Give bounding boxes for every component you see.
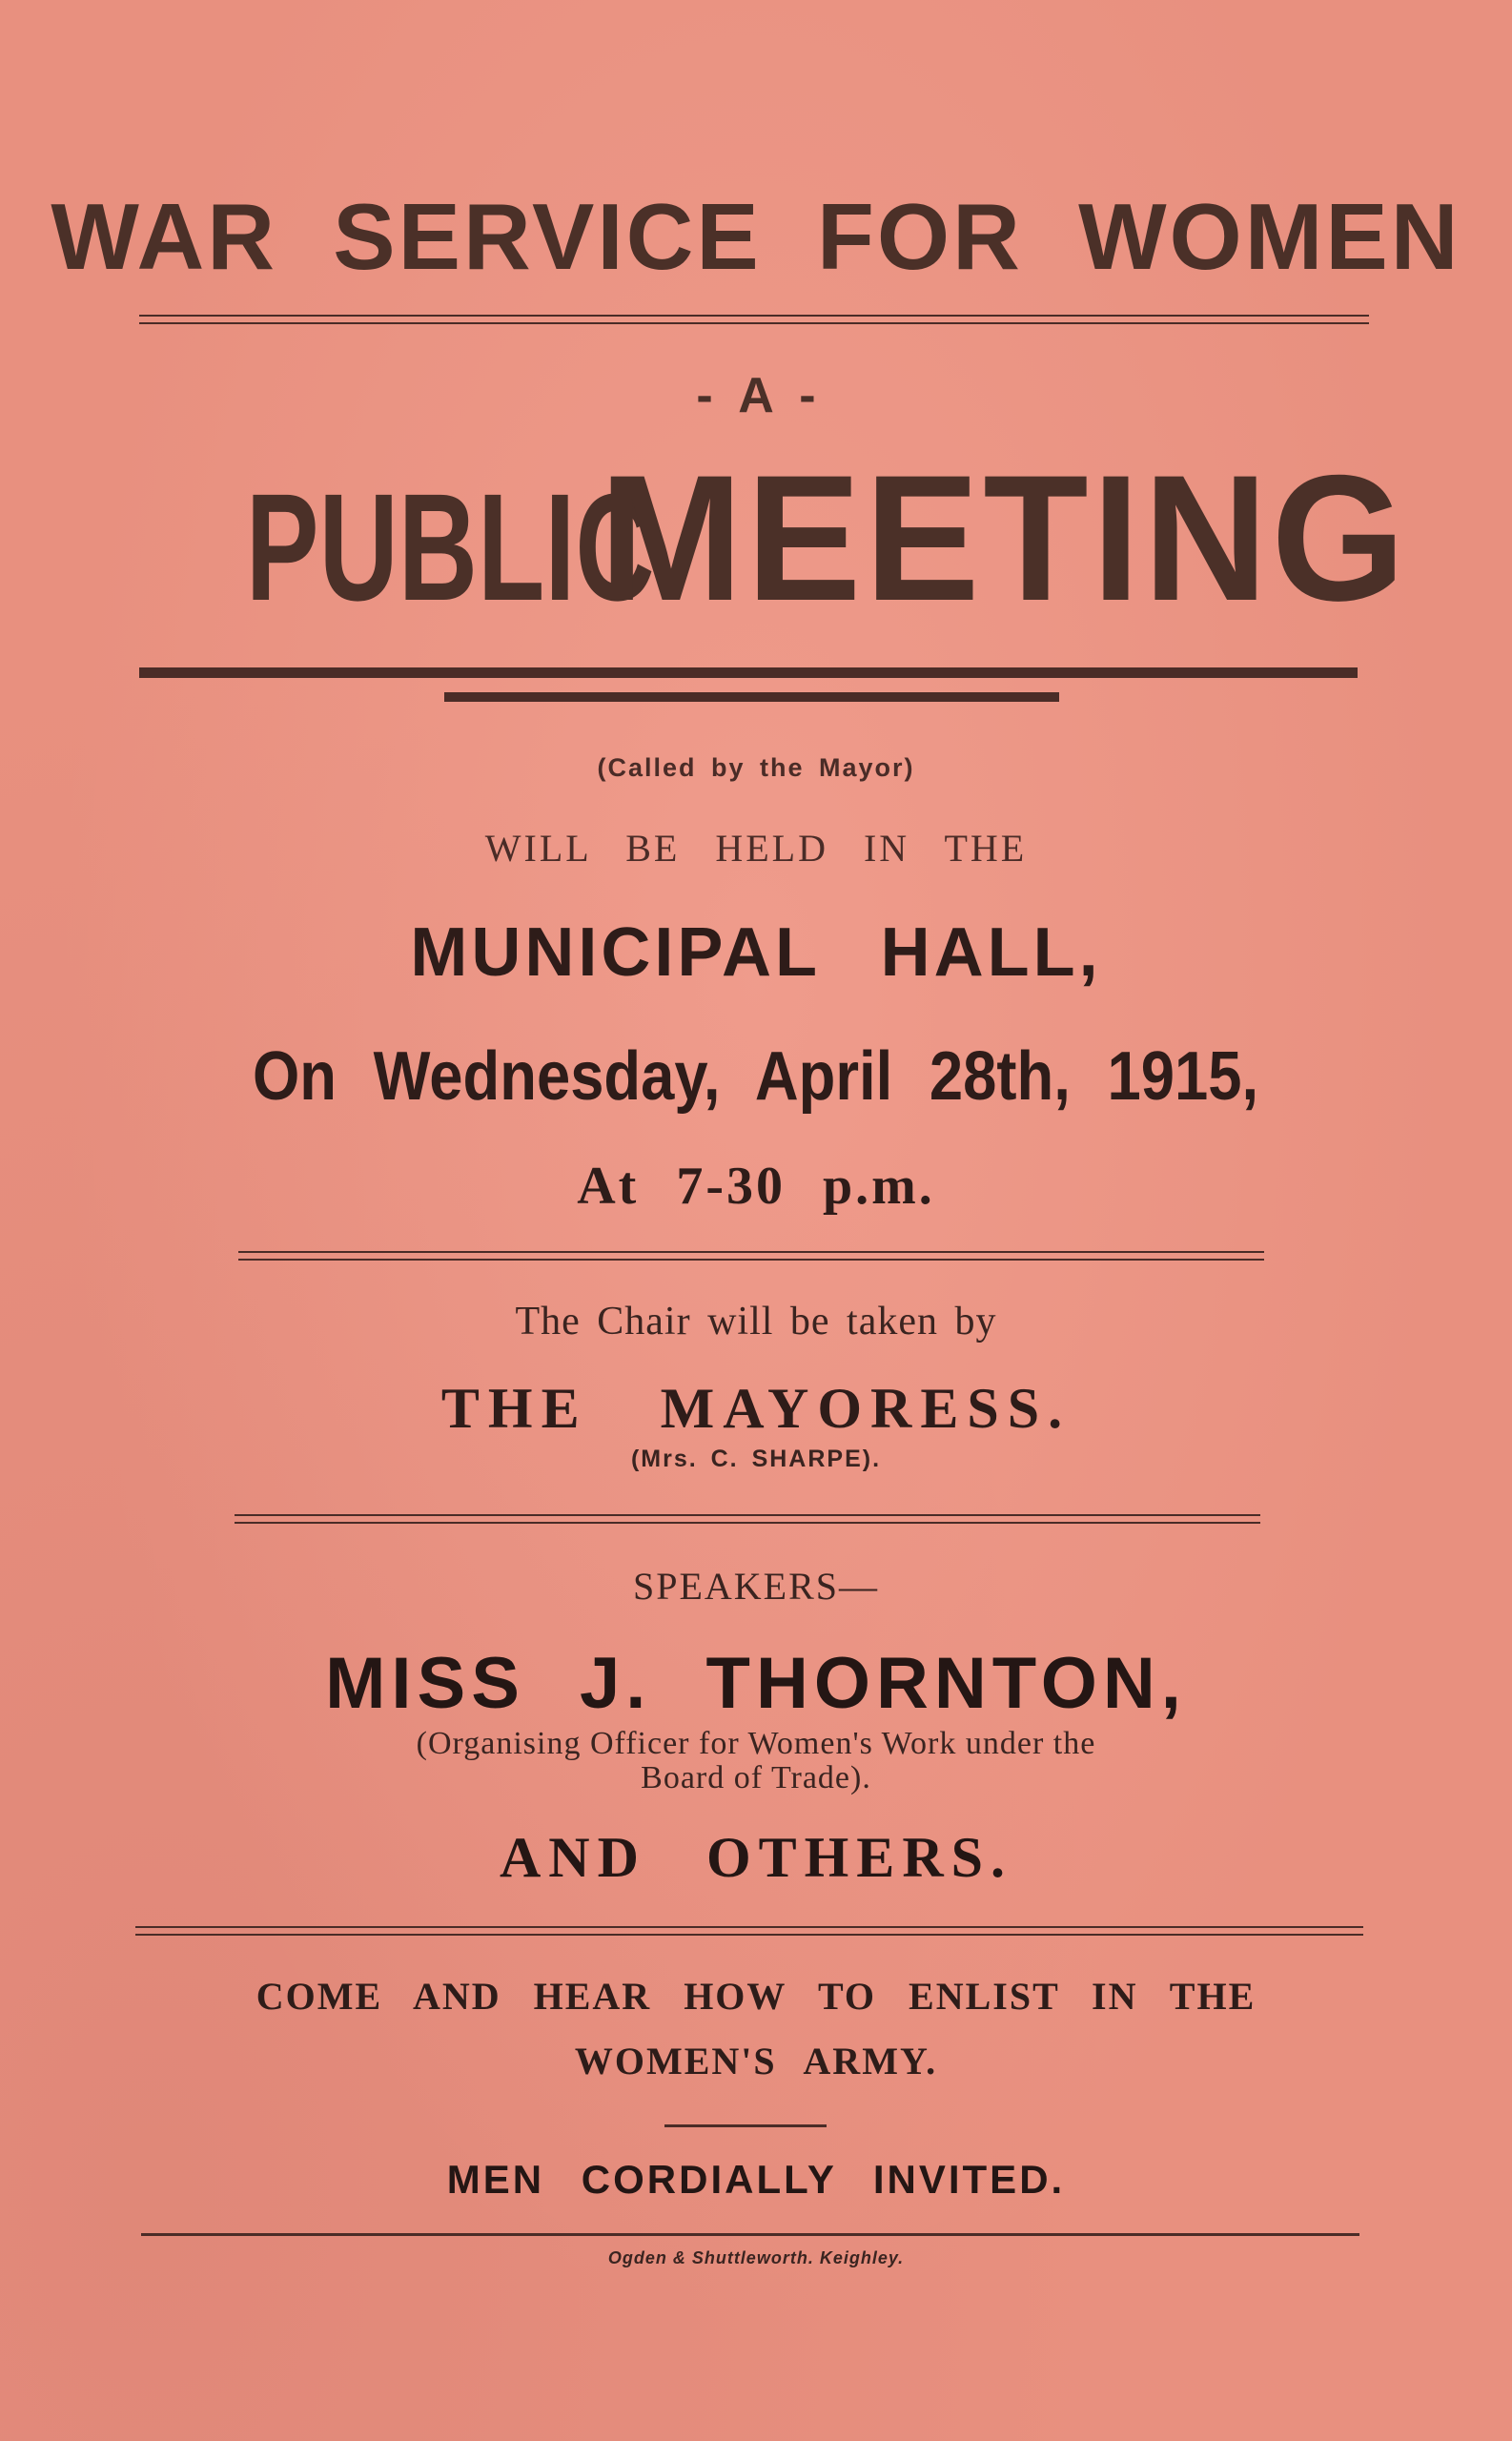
footer-rule xyxy=(141,2233,1359,2236)
title-public: PUBLIC xyxy=(245,462,655,632)
speaker-role-continued: Board of Trade). xyxy=(641,1760,871,1795)
venue: MUNICIPAL HALL, xyxy=(410,914,1102,991)
invitation: MEN CORDIALLY INVITED. xyxy=(446,2157,1066,2202)
speakers-divider xyxy=(135,1926,1363,1936)
speakers-label: SPEAKERS— xyxy=(632,1565,880,1608)
short-divider xyxy=(664,2124,827,2127)
title-underline-short xyxy=(444,692,1059,702)
headline: WAR SERVICE FOR WOMEN xyxy=(51,184,1461,289)
meeting-time: At 7-30 p.m. xyxy=(577,1157,935,1216)
chair-name: THE MAYORESS. xyxy=(440,1377,1072,1440)
title-meeting: MEETING xyxy=(599,438,1409,638)
meeting-date-text: On Wednesday, April 28th, 1915, xyxy=(253,1038,1259,1115)
meeting-date xyxy=(0,1037,1512,1116)
called-by: (Called by the Mayor) xyxy=(597,753,915,782)
chair-divider xyxy=(235,1514,1260,1524)
article-a: - A - xyxy=(696,368,816,423)
title-underline xyxy=(139,667,1358,678)
speaker-name: MISS J. THORNTON, xyxy=(325,1643,1187,1724)
speaker-role: (Organising Officer for Women's Work under the xyxy=(416,1726,1096,1761)
call-to-action-continued: WOMEN'S ARMY. xyxy=(574,2040,938,2082)
page-title xyxy=(0,438,1512,638)
call-to-action: COME AND HEAR HOW TO ENLIST IN THE xyxy=(255,1975,1257,2018)
time-divider xyxy=(238,1251,1264,1261)
chair-text: The Chair will be taken by xyxy=(515,1300,997,1344)
headline-divider xyxy=(139,315,1369,324)
other-speakers: AND OTHERS. xyxy=(499,1826,1013,1889)
chair-detail: (Mrs. C. SHARPE). xyxy=(630,1446,882,1472)
printer-imprint: Ogden & Shuttleworth. Keighley. xyxy=(607,2248,905,2267)
will-be-held: WILL BE HELD IN THE xyxy=(484,827,1028,870)
